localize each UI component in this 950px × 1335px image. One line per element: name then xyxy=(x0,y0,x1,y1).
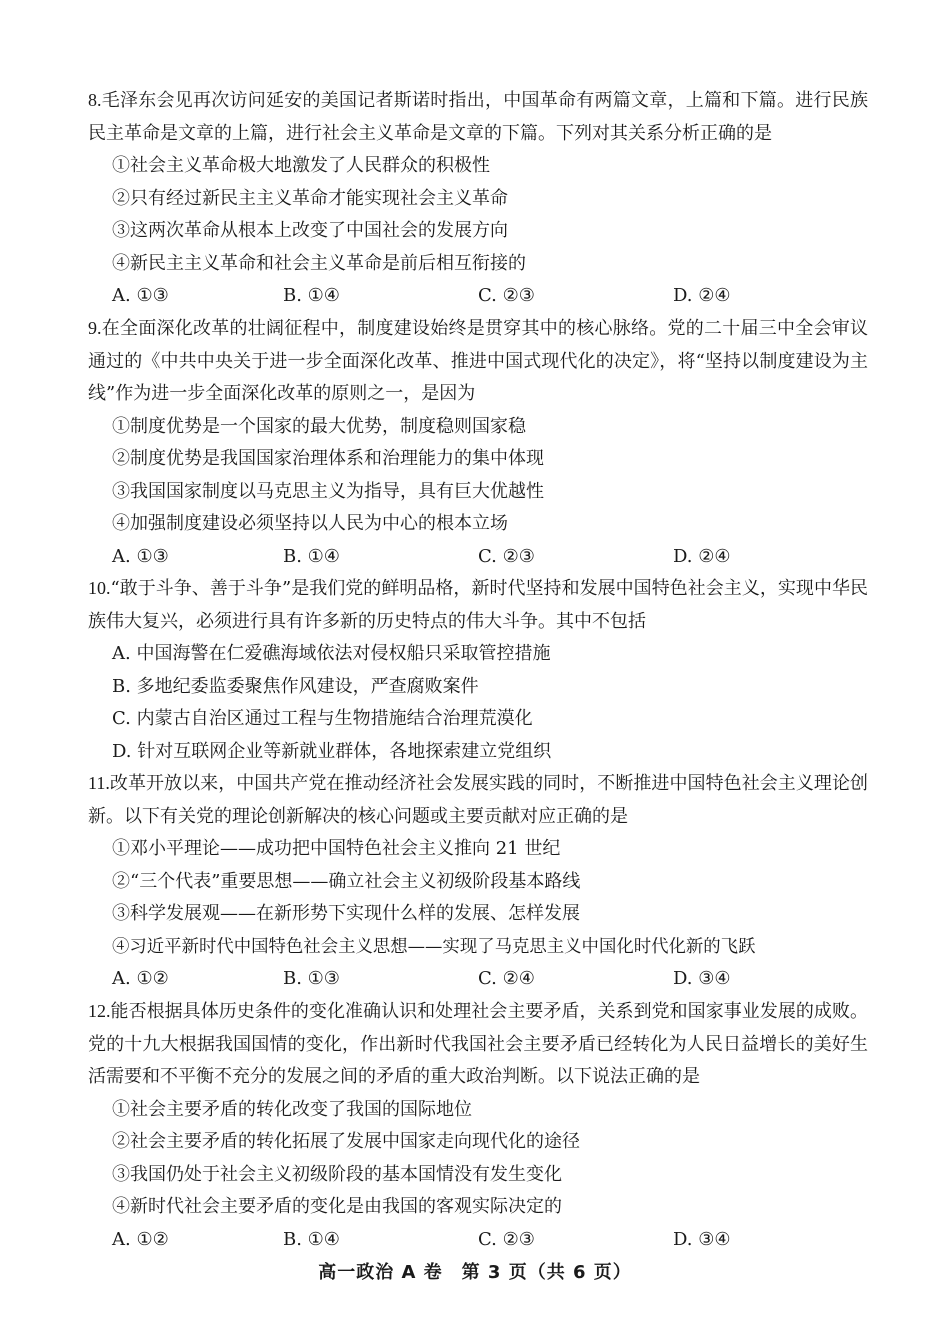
choice-option: C. 内蒙古自治区通过工程与生物措施结合治理荒漠化 xyxy=(112,708,533,729)
question-text: 毛泽东会见再次访问延安的美国记者斯诺时指出，中国革命有两篇文章，上篇和下篇。进行民族民主革命是文章的上篇，进行社会主义革命是文章的下篇。下列对其关系分析正确的是 xyxy=(88,90,868,144)
question-stem xyxy=(88,84,868,150)
question-text: “敢于斗争、善于斗争”是我们党的鲜明品格，新时代坚持和发展中国特色社会主义，实现中华民族伟大复兴，必须进行具有许多新的历史特点的伟大斗争。其中不包括 xyxy=(88,578,868,632)
choice-b: B. ①④ xyxy=(283,285,340,306)
choice-d: D. ②④ xyxy=(673,285,731,306)
statement-option: ①邓小平理论——成功把中国特色社会主义推向 21 世纪 xyxy=(112,838,561,859)
question-stem xyxy=(88,767,868,833)
question-stem xyxy=(88,312,868,411)
statement-option: ④新民主主义革命和社会主义革命是前后相互衔接的 xyxy=(112,252,526,274)
choice-b: B. ①③ xyxy=(283,968,340,989)
statement-option: ②“三个代表”重要思想——确立社会主义初级阶段基本路线 xyxy=(112,870,581,892)
question-number: 10. xyxy=(88,578,111,598)
question-text: 能否根据具体历史条件的变化准确认识和处理社会主要矛盾，关系到党和国家事业发展的成败。党的十九大根据我国国情的变化，作出新时代我国社会主要矛盾已经转化为人民日益增长的美好生活需要和不平衡不充分的发展之间的矛盾的重大政治判断。以下说法正确的是 xyxy=(88,1001,868,1087)
choice-d: D. ②④ xyxy=(673,545,731,567)
statement-option: ④习近平新时代中国特色社会主义思想——实现了马克思主义中国化时代化新的飞跃 xyxy=(112,936,756,957)
question-stem xyxy=(88,995,868,1094)
choice-a: A. ①③ xyxy=(112,285,169,306)
statement-option: ②制度优势是我国国家治理体系和治理能力的集中体现 xyxy=(112,448,544,469)
choice-a: A. ①② xyxy=(112,1228,169,1250)
choice-c: C. ②③ xyxy=(478,285,535,306)
question-number: 11. xyxy=(88,773,110,793)
question-number: 9. xyxy=(88,318,102,338)
statement-option: ②社会主要矛盾的转化拓展了发展中国家走向现代化的途径 xyxy=(112,1131,580,1152)
statement-option: ①制度优势是一个国家的最大优势，制度稳则国家稳 xyxy=(112,415,526,437)
statement-option: ①社会主义革命极大地激发了人民群众的积极性 xyxy=(112,155,490,176)
statement-option: ③我国仍处于社会主义初级阶段的基本国情没有发生变化 xyxy=(112,1163,562,1185)
question-stem xyxy=(88,572,868,638)
statement-option: ④加强制度建设必须坚持以人民为中心的根本立场 xyxy=(112,513,508,534)
statement-option: ③我国国家制度以马克思主义为指导，具有巨大优越性 xyxy=(112,480,544,502)
question-number: 8. xyxy=(88,90,102,110)
question-8 xyxy=(88,84,868,313)
choice-option: D. 针对互联网企业等新就业群体，各地探索建立党组织 xyxy=(112,740,552,762)
choice-c: C. ②④ xyxy=(478,968,535,989)
question-text: 在全面深化改革的壮阔征程中，制度建设始终是贯穿其中的核心脉络。党的二十届三中全会审议通过的《中共中央关于进一步全面深化改革、推进中国式现代化的决定》，将“坚持以制度建设为主线”作为进一步全面深化改革的原则之一，是因为 xyxy=(88,318,868,404)
choice-d: D. ③④ xyxy=(673,1228,731,1250)
answer-choices xyxy=(88,280,868,313)
question-10 xyxy=(88,572,868,768)
question-11 xyxy=(88,767,868,996)
statement-option: ②只有经过新民主主义革命才能实现社会主义革命 xyxy=(112,187,508,209)
page-footer: 高一政治 A 卷 第 3 页（共 6 页） xyxy=(318,1262,632,1283)
choice-option: A. 中国海警在仁爱礁海域依法对侵权船只采取管控措施 xyxy=(112,643,551,664)
choice-d: D. ③④ xyxy=(673,968,731,989)
choice-a: A. ①② xyxy=(112,968,169,989)
question-text: 改革开放以来，中国共产党在推动经济社会发展实践的同时，不断推进中国特色社会主义理论创新。以下有关党的理论创新解决的核心问题或主要贡献对应正确的是 xyxy=(88,773,868,827)
question-9 xyxy=(88,312,868,573)
choice-option: B. 多地纪委监委聚焦作风建设，严查腐败案件 xyxy=(112,675,479,697)
choice-b: B. ①④ xyxy=(283,1228,340,1250)
statement-option: ③这两次革命从根本上改变了中国社会的发展方向 xyxy=(112,220,508,241)
answer-choices xyxy=(88,963,868,996)
choice-b: B. ①④ xyxy=(283,545,340,567)
question-12 xyxy=(88,995,868,1256)
statement-option: ④新时代社会主要矛盾的变化是由我国的客观实际决定的 xyxy=(112,1196,562,1217)
choice-a: A. ①③ xyxy=(112,545,169,567)
answer-choices xyxy=(88,541,868,574)
statement-option: ①社会主要矛盾的转化改变了我国的国际地位 xyxy=(112,1098,472,1120)
choice-c: C. ②③ xyxy=(478,1228,535,1250)
choice-c: C. ②③ xyxy=(478,545,535,567)
answer-choices xyxy=(88,1224,868,1257)
question-number: 12. xyxy=(88,1001,111,1021)
statement-option: ③科学发展观——在新形势下实现什么样的发展、怎样发展 xyxy=(112,903,580,924)
